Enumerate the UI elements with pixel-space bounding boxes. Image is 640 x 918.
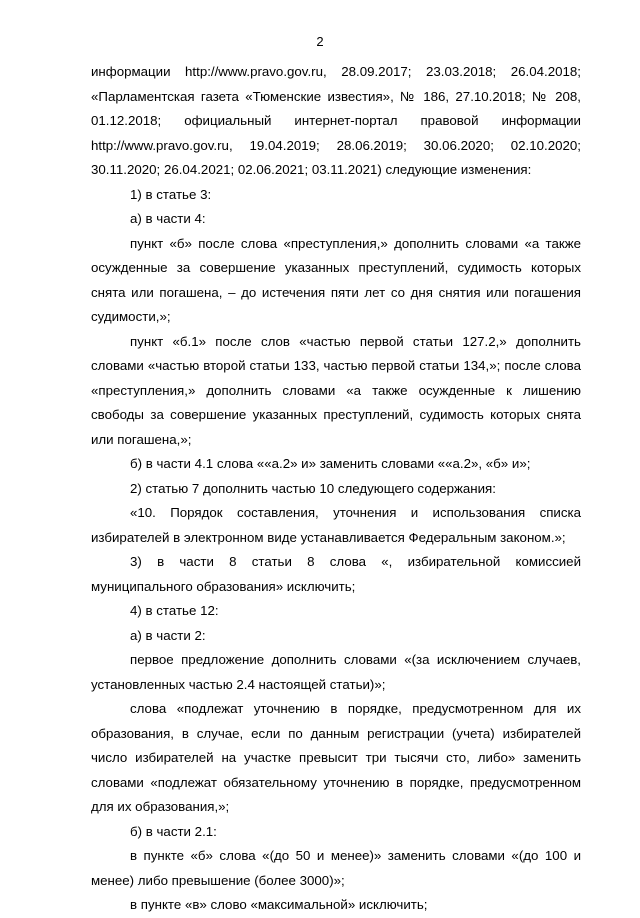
paragraph: «10. Порядок составления, уточнения и использования списка избирателей в электронном виде устанавливается Федеральным законом.»; [91, 505, 581, 545]
paragraph: б) в части 4.1 слова ««а.2» и» заменить словами ««а.2», «б» и»; [130, 456, 531, 471]
paragraph: пункт «б» после слова «преступления,» дополнить словами «а также осужденные за совершение указанных преступлений, судимость которых снята или погашена, – до истечения пяти лет со дня снятия или погашения судимости,»; [91, 235, 581, 324]
paragraph: а) в части 4: [130, 211, 206, 226]
paragraph: первое предложение дополнить словами «(за исключением случаев, установленных частью 2.4 настоящей статьи)»; [91, 652, 581, 692]
paragraph: в пункте «б» слова «(до 50 и менее)» заменить словами «(до 100 и менее) либо превышение (более 3000)»; [91, 848, 581, 888]
paragraph: слова «подлежат уточнению в порядке, предусмотренном для их образования, в случае, если по данным регистрации (учета) избирателей число избирателей на участке превысит три тысячи сто, либо» заменить словами «подлежат обязательному уточнению в порядке, предусмотренном для их образования,»; [91, 701, 581, 814]
paragraph: в пункте «в» слово «максимальной» исключить; [130, 897, 428, 912]
paragraph: 1) в статье 3: [130, 186, 212, 202]
paragraph: 3) в части 8 статьи 8 слова «, избирательной комиссией муниципального образования» исключить; [91, 554, 581, 594]
document-body [91, 60, 581, 918]
paragraph: 2) статью 7 дополнить частью 10 следующего содержания: [130, 480, 496, 496]
page-number: 2 [316, 34, 324, 49]
paragraph: 4) в статье 12: [130, 603, 219, 618]
paragraph: а) в части 2: [130, 627, 206, 643]
paragraph: пункт «б.1» после слов «частью первой статьи 127.2,» дополнить словами «частью второй статьи 133, частью первой статьи 134,»; после слова «преступления,» дополнить словами «а также осужденные к лишению свободы за совершение указанных преступлений, судимость которых снята или погашена,»; [91, 333, 581, 447]
paragraph: б) в части 2.1: [130, 823, 217, 839]
paragraph: информации http://www.pravo.gov.ru, 28.09.2017; 23.03.2018; 26.04.2018; «Парламентская газета «Тюменские известия», № 186, 27.10.2018; № 208, 01.12.2018; официальный интернет-портал правовой информации http://www.pravo.gov.ru, 19.04.2019; 28.06.2019; 30.06.2020; 02.10.2020; 30.11.2020; 26.04.2021; 02.06.2021; 03.11.2021) следующие изменения: [91, 64, 581, 177]
